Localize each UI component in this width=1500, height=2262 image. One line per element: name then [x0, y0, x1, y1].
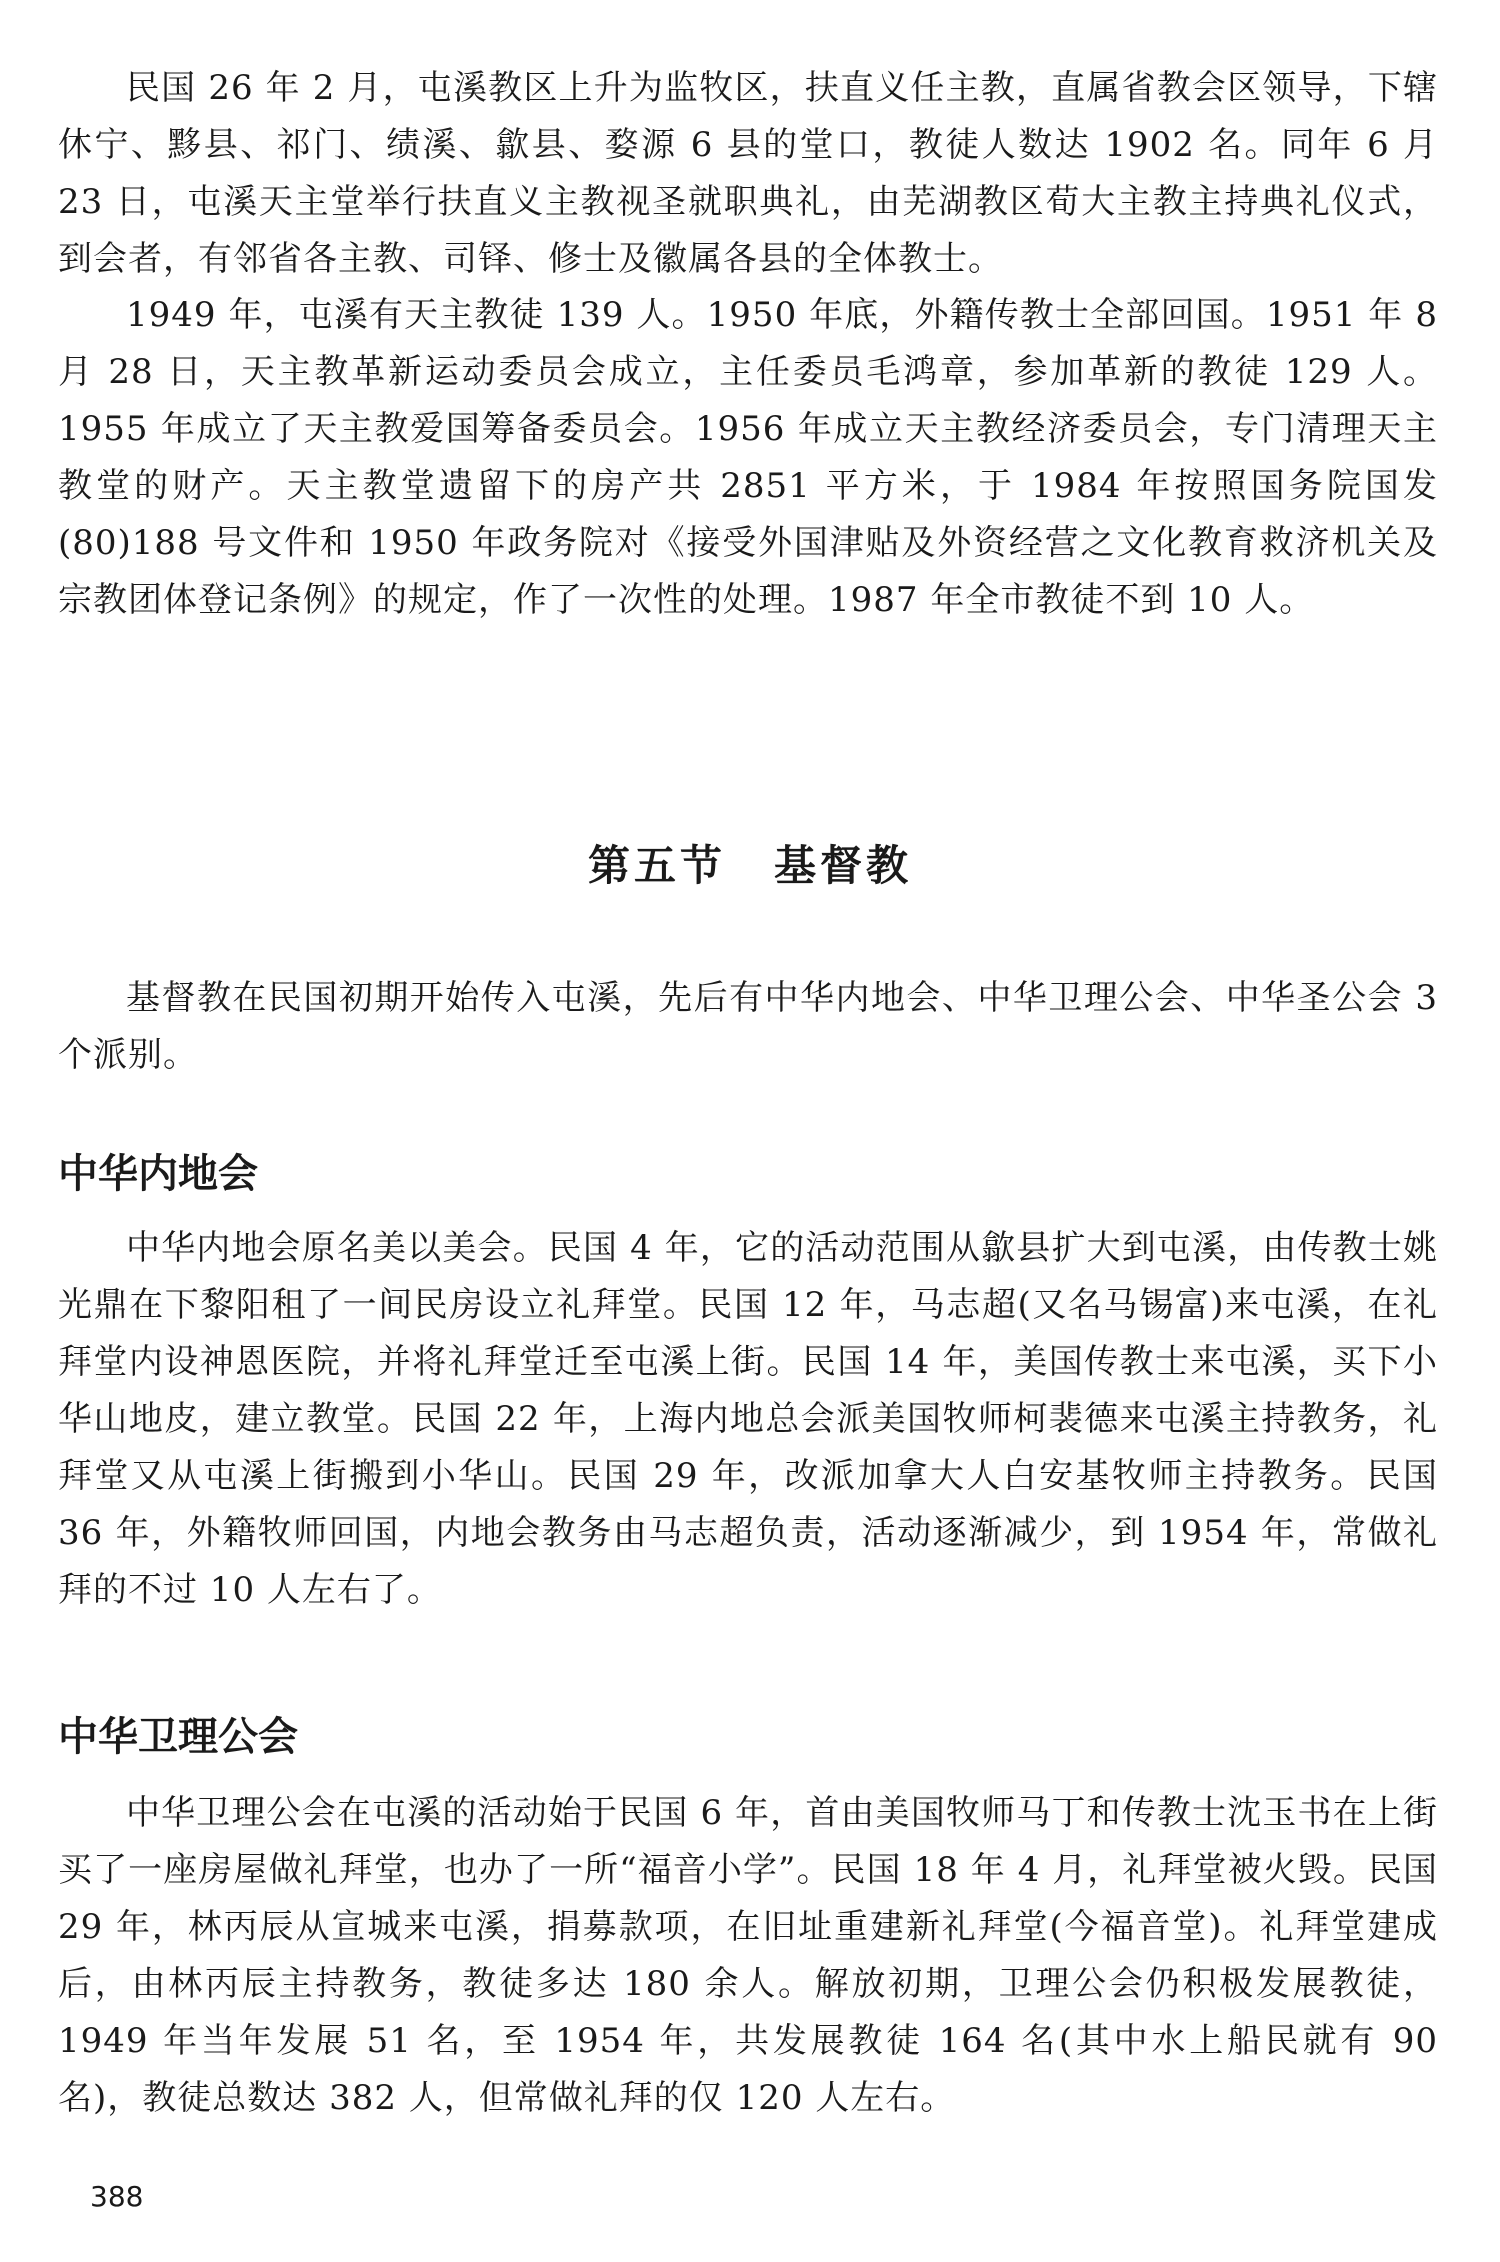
subsection-text-methodist: 中华卫理公会在屯溪的活动始于民国 6 年，首由美国牧师马丁和传教士沈玉书在上街买了一座房屋做礼拜堂，也办了一所“福音小学”。民国 18 年 4 月，礼拜堂被火毁。民国 29 年，林丙辰从宣城来屯溪，捐募款项，在旧址重建新礼拜堂(今福音堂)。礼拜堂建成后，由林丙辰主持教务，教徒多达 180 余人。解放初期，卫理公会仍积极发展教徒，1949 年当年发展 51 名，至 1954 年，共发展教徒 164 名(其中水上船民就有 90 名)，教徒总数达 382 人，但常做礼拜的仅 120 人左右。	[58, 1793, 1438, 2118]
section-name: 基督教	[774, 841, 913, 890]
section-number: 第五节	[587, 841, 726, 890]
page-number: 388	[90, 2180, 144, 2213]
paragraph-catholic-1949: 1949 年，屯溪有天主教徒 139 人。1950 年底，外籍传教士全部回国。1951 年 8 月 28 日，天主教革新运动委员会成立，主任委员毛鸿章，参加革新的教徒 129 人。1955 年成立了天主教爱国筹备委员会。1956 年成立天主教经济委员会，专门清理天主教堂的财产。天主教堂遗留下的房产共 2851 平方米，于 1984 年按照国务院国发(80)188 号文件和 1950 年政务院对《接受外国津贴及外资经营之文化教育救济机关及宗教团体登记条例》的规定，作了一次性的处理。1987 年全市教徒不到 10 人。	[58, 295, 1438, 620]
section-intro: 基督教在民国初期开始传入屯溪，先后有中华内地会、中华卫理公会、中华圣公会 3 个派别。	[58, 978, 1438, 1075]
subsection-heading-inland-mission: 中华内地会	[58, 1151, 258, 1197]
subsection-text-inland-mission: 中华内地会原名美以美会。民国 4 年，它的活动范围从歙县扩大到屯溪，由传教士姚光鼎在下黎阳租了一间民房设立礼拜堂。民国 12 年，马志超(又名马锡富)来屯溪，在礼拜堂内设神恩医院，并将礼拜堂迁至屯溪上街。民国 14 年，美国传教士来屯溪，买下小华山地皮，建立教堂。民国 22 年，上海内地总会派美国牧师柯裴德来屯溪主持教务，礼拜堂又从屯溪上街搬到小华山。民国 29 年，改派加拿大人白安基牧师主持教务。民国 36 年，外籍牧师回国，内地会教务由马志超负责，活动逐渐减少，到 1954 年，常做礼拜的不过 10 人左右了。	[58, 1228, 1438, 1610]
section-title	[0, 833, 1500, 893]
paragraph-catholic-1937: 民国 26 年 2 月，屯溪教区上升为监牧区，扶直义任主教，直属省教会区领导，下辖休宁、黟县、祁门、绩溪、歙县、婺源 6 县的堂口，教徒人数达 1902 名。同年 6 月 23 日，屯溪天主堂举行扶直义主教视圣就职典礼，由芜湖教区荀大主教主持典礼仪式，到会者，有邻省各主教、司铎、修士及徽属各县的全体教士。	[58, 68, 1438, 279]
subsection-heading-methodist: 中华卫理公会	[58, 1714, 298, 1760]
